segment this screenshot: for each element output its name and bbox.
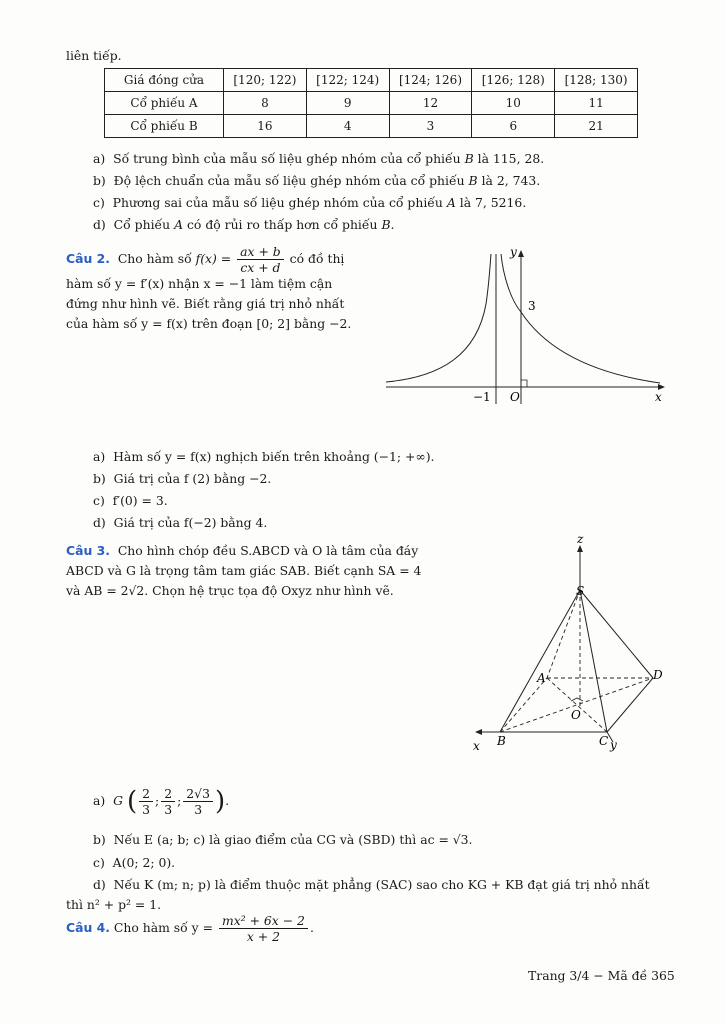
edge-SC	[580, 590, 607, 732]
q2-option-d: d) Giá trị của f(−2) bằng 4.	[93, 515, 268, 530]
q3-option-d: d) Nếu K (m; n; p) là điểm thuộc mặt phẳng (SAC) sao cho KG + KB đạt giá trị nhỏ nhất	[93, 877, 650, 892]
table-header-cell: [120; 122)	[224, 69, 307, 92]
q2-line2: hàm số y = f′(x) nhận x = −1 làm tiệm cận	[66, 276, 333, 291]
q3-option-d-cont: thì n² + p² = 1.	[66, 897, 162, 912]
label-A: A	[537, 671, 546, 685]
edge-SA	[547, 590, 580, 678]
question-label: Câu 3.	[66, 543, 110, 558]
q1-option-a: a) Số trung bình của mẫu số liệu ghép nhóm của cổ phiếu B là 115, 28.	[93, 151, 545, 166]
table-cell: 9	[306, 92, 389, 115]
q2-option-c: c) f′(0) = 3.	[93, 493, 168, 508]
table-cell: 8	[224, 92, 307, 115]
q2-line4: của hàm số y = f(x) trên đoạn [0; 2] bằng −2.	[66, 316, 352, 331]
y-axis-arrow-icon	[518, 250, 524, 257]
q2-line3: đứng như hình vẽ. Biết rằng giá trị nhỏ nhất	[66, 296, 345, 311]
q1-option-c: c) Phương sai của mẫu số liệu ghép nhóm của cổ phiếu A là 7, 5216.	[93, 195, 527, 210]
table-row	[105, 115, 638, 138]
table-cell: 11	[555, 92, 638, 115]
table-header-cell: [122; 124)	[306, 69, 389, 92]
x-label: x	[655, 390, 662, 404]
q3-option-b: b) Nếu E (a; b; c) là giao điểm của CG và (SBD) thì ac = √3.	[93, 832, 473, 847]
q2-option-b: b) Giá trị của f (2) bằng −2.	[93, 471, 272, 486]
tick-neg1-label: −1	[473, 390, 491, 404]
table-header-cell: [126; 128)	[472, 69, 555, 92]
q3-line2: ABCD và G là trọng tâm tam giác SAB. Biết cạnh SA = 4	[66, 563, 422, 578]
q2-fraction: $\frac{ax + b}{cx + d}$	[237, 244, 284, 275]
table-cell: 21	[555, 115, 638, 138]
table-cell: 3	[389, 115, 472, 138]
q1-option-d: d) Cổ phiếu A có độ rủi ro thấp hơn cổ phiếu B.	[93, 217, 395, 232]
table-header-cell: Giá đóng cửa	[105, 69, 224, 92]
q2-line1: Câu 2. Cho hàm số f(x) = $\frac{ax + b}{cx + d}$ có đồ thị	[66, 244, 345, 275]
q2-option-a: a) Hàm số y = f(x) nghịch biến trên khoảng (−1; +∞).	[93, 449, 435, 464]
right-angle-mark	[571, 698, 583, 701]
table-cell: 12	[389, 92, 472, 115]
q3-line3: và AB = 2√2. Chọn hệ trục tọa độ Oxyz như hình vẽ.	[66, 583, 394, 598]
curve-right-branch	[501, 254, 660, 383]
table-row-label: Cổ phiếu B	[105, 115, 224, 138]
frequency-table	[104, 68, 638, 138]
intro-tail: liên tiếp.	[66, 48, 122, 63]
table-header-row	[105, 69, 638, 92]
right-angle-mark	[521, 380, 527, 387]
edge-CD	[607, 678, 653, 732]
label-x: x	[473, 739, 480, 753]
table-cell: 16	[224, 115, 307, 138]
tick-3-label: 3	[528, 299, 536, 313]
q4-line1: Câu 4. Cho hàm số y = $\frac{\text{mx² + 6x − 2}}{x + 2}$ .	[66, 913, 314, 944]
table-header-cell: [124; 126)	[389, 69, 472, 92]
label-B: B	[497, 734, 506, 748]
origin-label: O	[510, 390, 520, 404]
table-cell: 10	[472, 92, 555, 115]
q4-fraction: $\frac{\text{mx² + 6x − 2}}{x + 2}$	[219, 913, 308, 944]
curve-left-branch	[386, 254, 491, 382]
q1-option-b: b) Độ lệch chuẩn của mẫu số liệu ghép nhóm của cổ phiếu B là 2, 743.	[93, 173, 541, 188]
z-axis-arrow-icon	[577, 545, 583, 552]
label-D: D	[653, 668, 663, 682]
table-cell: 6	[472, 115, 555, 138]
label-O: O	[571, 708, 581, 722]
question-label: Câu 4.	[66, 920, 110, 935]
table-row-label: Cổ phiếu A	[105, 92, 224, 115]
edge-SD	[580, 590, 653, 678]
page-footer: Trang 3/4 − Mã đề 365	[528, 968, 675, 983]
q3-line1: Câu 3. Cho hình chóp đều S.ABCD và O là tâm của đáy	[66, 543, 419, 558]
q3-pyramid-figure	[465, 535, 690, 765]
y-label: y	[510, 245, 517, 259]
q2-graph	[382, 244, 672, 416]
table-header-cell: [128; 130)	[555, 69, 638, 92]
question-label: Câu 2.	[66, 251, 110, 266]
table-cell: 4	[306, 115, 389, 138]
label-y: y	[610, 738, 617, 752]
table-row	[105, 92, 638, 115]
label-C: C	[599, 734, 609, 748]
label-S: S	[576, 584, 585, 598]
x-axis-arrow-icon	[475, 729, 482, 735]
q3-option-a: a) G ( $\frac{2}{3}$ ; $\frac{2}{3}$ ; $\frac{2√3}{3}$ ).	[93, 786, 230, 817]
edge-SB	[500, 590, 580, 732]
q3-option-c: c) A(0; 2; 0).	[93, 855, 176, 870]
label-z: z	[577, 535, 584, 546]
